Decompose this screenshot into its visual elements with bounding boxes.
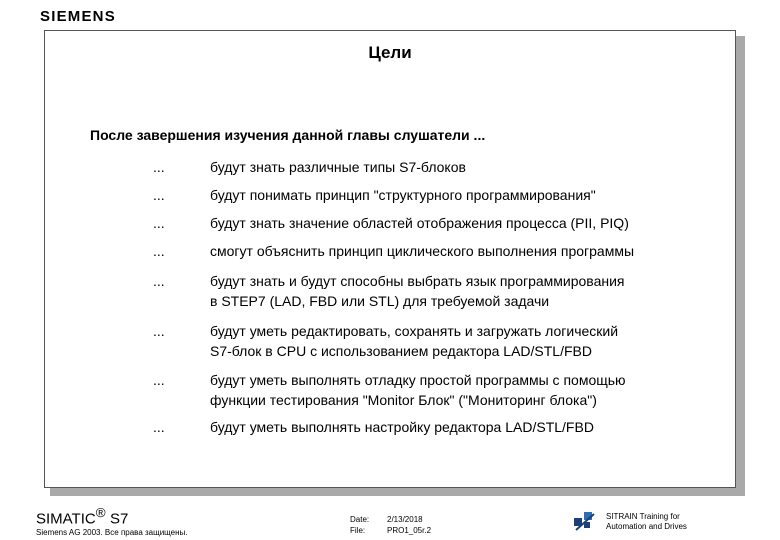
date-value: 2/13/2018 xyxy=(387,515,423,524)
objective-line: функции тестирования "Monitor Блок" ("Мониторинг блока") xyxy=(210,392,597,408)
objective-text xyxy=(210,241,720,261)
product-name xyxy=(36,505,128,528)
objective-line: будут знать различные типы S7-блоков xyxy=(210,159,466,175)
objective-bullet: ... xyxy=(153,159,165,175)
objective-line: будут знать и будут способны выбрать язык программирования xyxy=(210,273,625,289)
file-label: File: xyxy=(350,526,366,535)
sitrain-line1: SITRAIN Training for xyxy=(606,512,680,521)
objective-line: смогут объяснить принцип циклического выполнения программы xyxy=(210,243,635,259)
objective-bullet: ... xyxy=(153,273,165,289)
objective-line: будут уметь выполнять отладку простой программы с помощью xyxy=(210,372,626,388)
objective-text xyxy=(210,370,720,410)
objective-text xyxy=(210,157,720,177)
sitrain-logo-icon xyxy=(572,510,598,532)
intro-text: После завершения изучения данной главы слушатели ... xyxy=(90,127,486,143)
objective-bullet: ... xyxy=(153,323,165,339)
document-meta xyxy=(350,514,431,536)
objective-line: будут знать значение областей отображения процесса (PII, PIQ) xyxy=(210,215,629,231)
siemens-logo: SIEMENS xyxy=(40,8,116,25)
objective-bullet: ... xyxy=(153,243,165,259)
objective-line: в STEP7 (LAD, FBD или STL) для требуемой задачи xyxy=(210,293,550,309)
registered-mark: ® xyxy=(95,505,106,520)
objective-text xyxy=(210,213,720,233)
product-label: SIMATIC xyxy=(36,510,96,528)
objective-line: будут уметь редактировать, сохранять и загружать логический xyxy=(210,323,619,339)
objective-text xyxy=(210,321,720,361)
objective-bullet: ... xyxy=(153,187,165,203)
objective-line: S7-блок в CPU с использованием редактора LAD/STL/FBD xyxy=(210,343,592,359)
product-suffix: S7 xyxy=(110,510,129,528)
sitrain-text xyxy=(606,512,687,532)
objective-bullet: ... xyxy=(153,419,165,435)
objective-bullet: ... xyxy=(153,372,165,388)
objective-line: будут уметь выполнять настройку редактора LAD/STL/FBD xyxy=(210,419,594,435)
objective-text xyxy=(210,271,720,311)
slide-frame xyxy=(44,30,736,488)
file-value: PRO1_05r.2 xyxy=(387,526,432,535)
sitrain-line2: Automation and Drives xyxy=(606,522,687,531)
copyright-text: Siemens AG 2003. Все права защищены. xyxy=(36,528,188,537)
slide-title: Цели xyxy=(368,43,412,62)
objective-bullet: ... xyxy=(153,215,165,231)
date-label: Date: xyxy=(350,515,370,524)
objective-line: будут понимать принцип "структурного программирования" xyxy=(210,187,596,203)
objective-text xyxy=(210,185,720,205)
objective-text xyxy=(210,417,720,437)
objectives-list xyxy=(45,31,735,487)
